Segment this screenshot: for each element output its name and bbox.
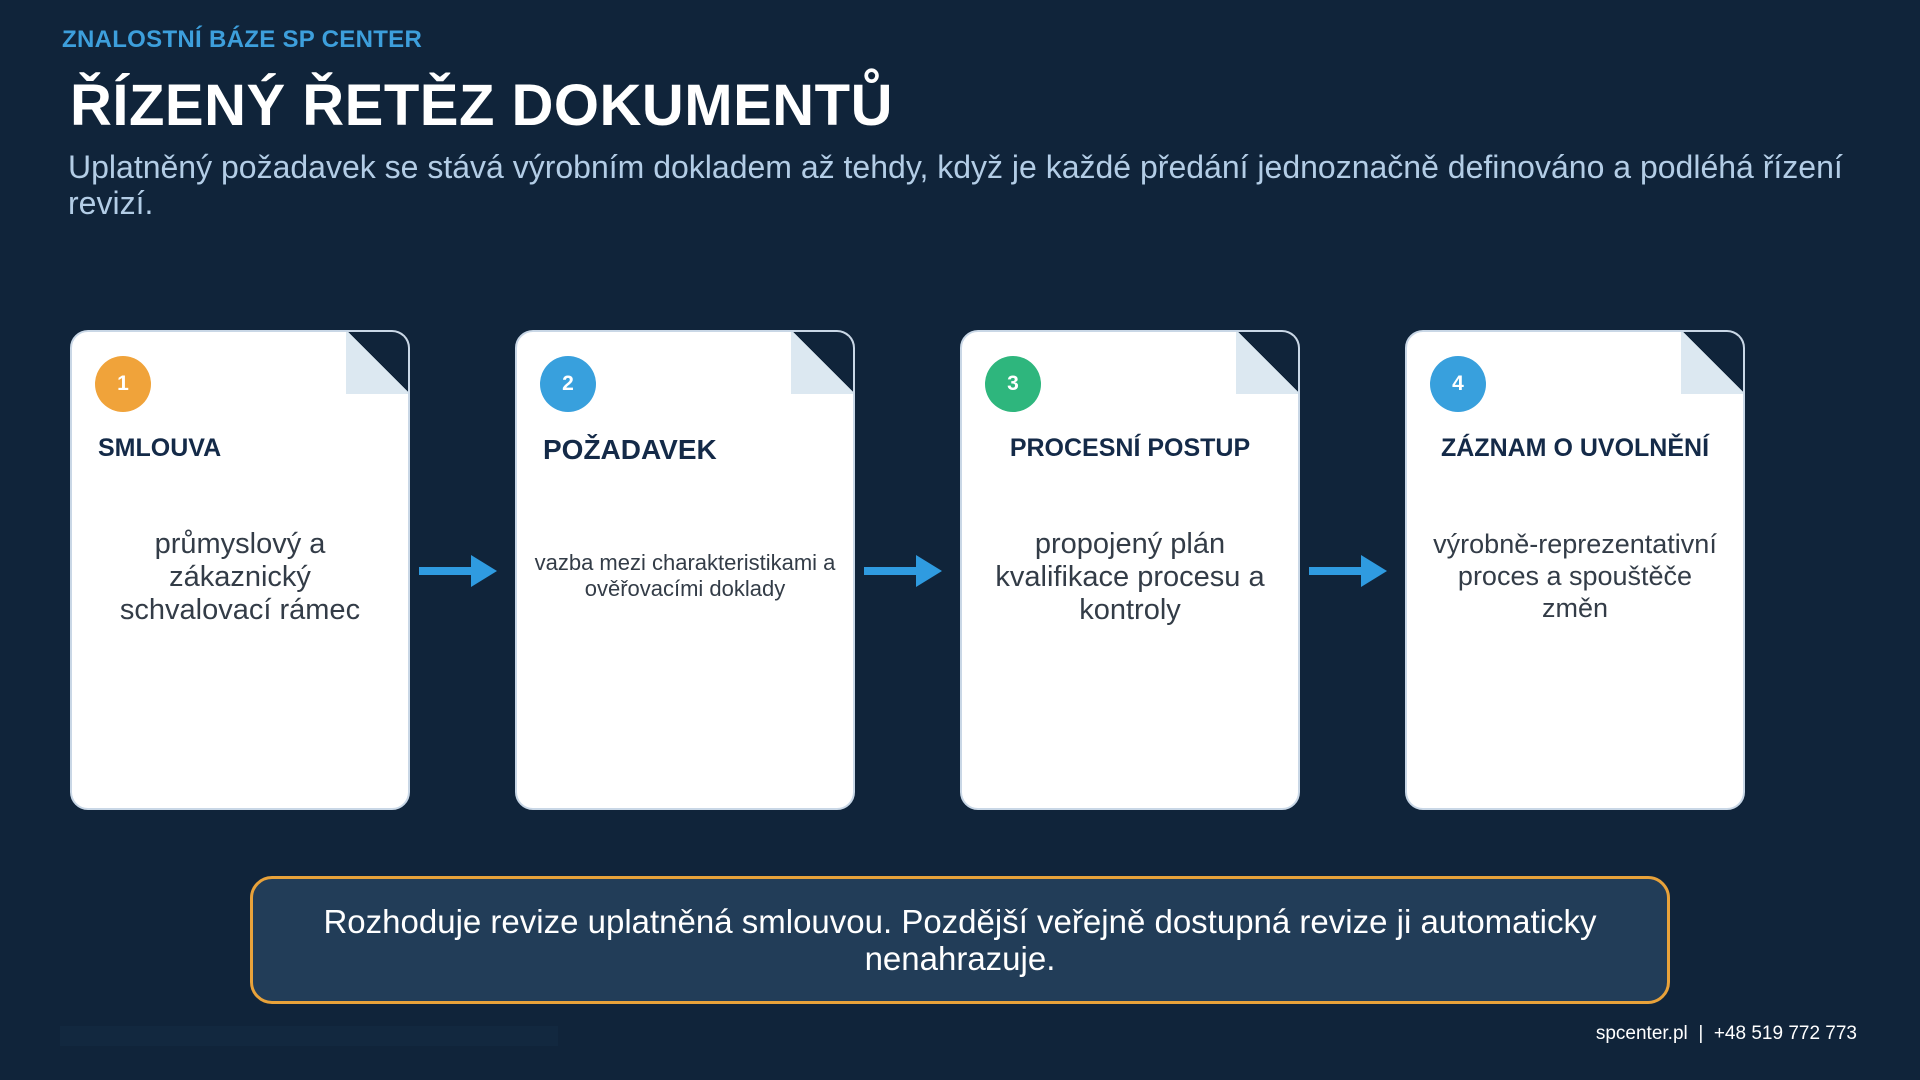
step-title: SMLOUVA: [98, 434, 222, 462]
footer-website-link[interactable]: spcenter.pl: [1595, 1023, 1688, 1044]
footer-contact: [1596, 1023, 1857, 1045]
page-subtitle: Uplatněný požadavek se stává výrobním dokladem až tehdy, když je každé předání jednoznačně definováno a podléhá řízení revizí.: [68, 149, 1843, 221]
step-card-contract: [70, 330, 410, 810]
page-fold-icon: [791, 330, 855, 394]
step-number-badge: 3: [985, 356, 1041, 412]
step-description: průmyslový a zákaznický schvalovací rámec: [119, 528, 361, 626]
step-title: ZÁZNAM O UVOLNĚNÍ: [1440, 434, 1710, 462]
arrow-right-icon: [1309, 553, 1387, 589]
page-fold-icon: [346, 330, 410, 394]
step-card-requirement: [515, 330, 855, 810]
step-title: POŽADAVEK: [543, 434, 717, 465]
page-title: ŘÍZENÝ ŘETĚZ DOKUMENTŮ: [70, 73, 893, 138]
step-number-badge: 1: [95, 356, 151, 412]
eyebrow-label: ZNALOSTNÍ BÁZE SP CENTER: [62, 26, 423, 53]
page-fold-icon: [1236, 330, 1300, 394]
footer-divider: [60, 1026, 558, 1046]
step-number-badge: 2: [540, 356, 596, 412]
step-card-process-procedure: [960, 330, 1300, 810]
step-description: propojený plán kvalifikace procesu a kontroly: [995, 528, 1265, 626]
step-number-badge: 4: [1430, 356, 1486, 412]
arrow-right-icon: [419, 553, 497, 589]
revision-note-text: Rozhoduje revize uplatněná smlouvou. Pozdější veřejně dostupná revize ji automaticky nenahrazuje.: [323, 903, 1597, 977]
revision-note-box: [250, 876, 1670, 1004]
page-fold-icon: [1681, 330, 1745, 394]
footer-separator: |: [1698, 1023, 1704, 1044]
step-description: výrobně-reprezentativní proces a spouštěče změn: [1433, 529, 1717, 623]
step-description: vazba mezi charakteristikami a ověřovacími doklady: [534, 550, 836, 601]
step-card-release-record: [1405, 330, 1745, 810]
footer-phone[interactable]: +48 519 772 773: [1713, 1023, 1857, 1044]
arrow-right-icon: [864, 553, 942, 589]
step-title: PROCESNÍ POSTUP: [1009, 434, 1251, 462]
